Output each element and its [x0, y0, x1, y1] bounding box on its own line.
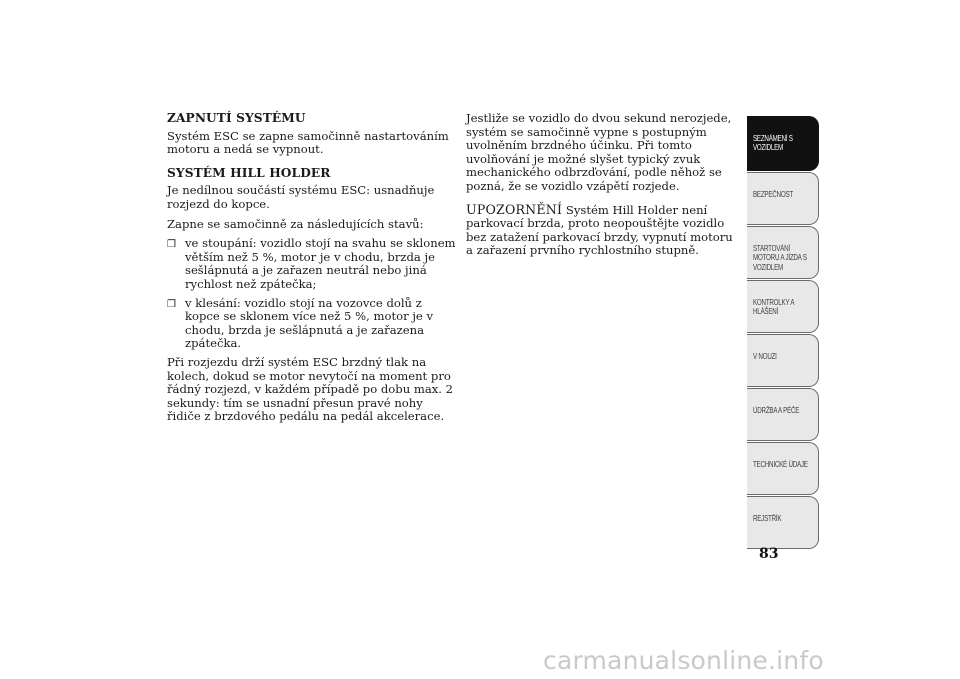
chapter-tabs [747, 116, 819, 550]
left-column [167, 112, 457, 430]
checkbox-bullet-icon: ❒ [167, 239, 176, 251]
paragraph-hill-holder-intro: Je nedílnou součástí systému ESC: usnadňuje rozjezd do kopce. [167, 183, 435, 211]
right-column [466, 112, 741, 264]
tab-rejstrik[interactable]: REJSTŘÍK [747, 496, 819, 549]
tab-udrzba-a-pece[interactable]: ÚDRŽBA A PÉČE [747, 388, 819, 441]
warning-label: UPOZORNĚNÍ [466, 201, 563, 217]
watermark: carmanualsonline.info [543, 646, 824, 675]
warning-note [466, 203, 741, 258]
tab-bezpecnost[interactable]: BEZPEČNOST [747, 172, 819, 225]
page-number: 83 [759, 546, 779, 562]
section-heading-system-on: ZAPNUTÍ SYSTÉMU [167, 111, 306, 125]
list-item-downhill [167, 297, 457, 351]
tab-startovani-motoru[interactable]: STARTOVÁNÍ MOTORU A JÍZDA S VOZIDLEM [747, 226, 819, 279]
list-item-text: ve stoupání: vozidlo stojí na svahu se sklonem větším než 5 %, motor je v chodu, brzda je sešlápnutá a je zařazen neutrál nebo jiná rychlost než zpátečka; [185, 236, 456, 291]
tab-seznameni-s-vozidlem[interactable]: SEZNÁMENÍ S VOZIDLEM [747, 116, 819, 171]
tab-technicke-udaje[interactable]: TECHNICKÉ ÚDAJE [747, 442, 819, 495]
tab-v-nouzi[interactable]: V NOUZI [747, 334, 819, 387]
tab-kontrolky-a-hlaseni[interactable]: KONTROLKY A HLÁŠENÍ [747, 280, 819, 333]
paragraph-hill-holder-conditions: Zapne se samočinně za následujících stavů: [167, 216, 424, 231]
paragraph-auto-release: Jestliže se vozidlo do dvou sekund nerozjede, systém se samočinně vypne s postupným uvolněním brzdného účinku. Při tomto uvolňování je možné slyšet typický zvuk mechanického odbrzďování, podle něhož se pozná, že se vozidlo vzápětí rozjede. [466, 111, 732, 193]
section-heading-hill-holder: SYSTÉM HILL HOLDER [167, 165, 331, 180]
warning-text: Systém Hill Holder není parkovací brzda, proto neopouštějte vozidlo bez zatažení parkovací brzdy, vypnutí motoru a zařazení prvního rychlostního stupně. [466, 202, 733, 258]
paragraph-start-assist: Při rozjezdu drží systém ESC brzdný tlak na kolech, dokud se motor nevytočí na moment pro řádný rozjezd, v každém případě po dobu max. 2 sekundy: tím se usnadní přesun pravé nohy řidiče z brzdového pedálu na pedál akcelerace. [167, 354, 454, 424]
paragraph-system-on: Systém ESC se zapne samočinně nastartováním motoru a nedá se vypnout. [167, 128, 449, 157]
list-item-text: v klesání: vozidlo stojí na vozovce dolů z kopce se sklonem více než 5 %, motor je v chodu, brzda je sešlápnutá a je zařazena zpátečka. [185, 295, 434, 351]
checkbox-bullet-icon: ❒ [167, 298, 176, 310]
list-item-uphill [167, 237, 457, 291]
